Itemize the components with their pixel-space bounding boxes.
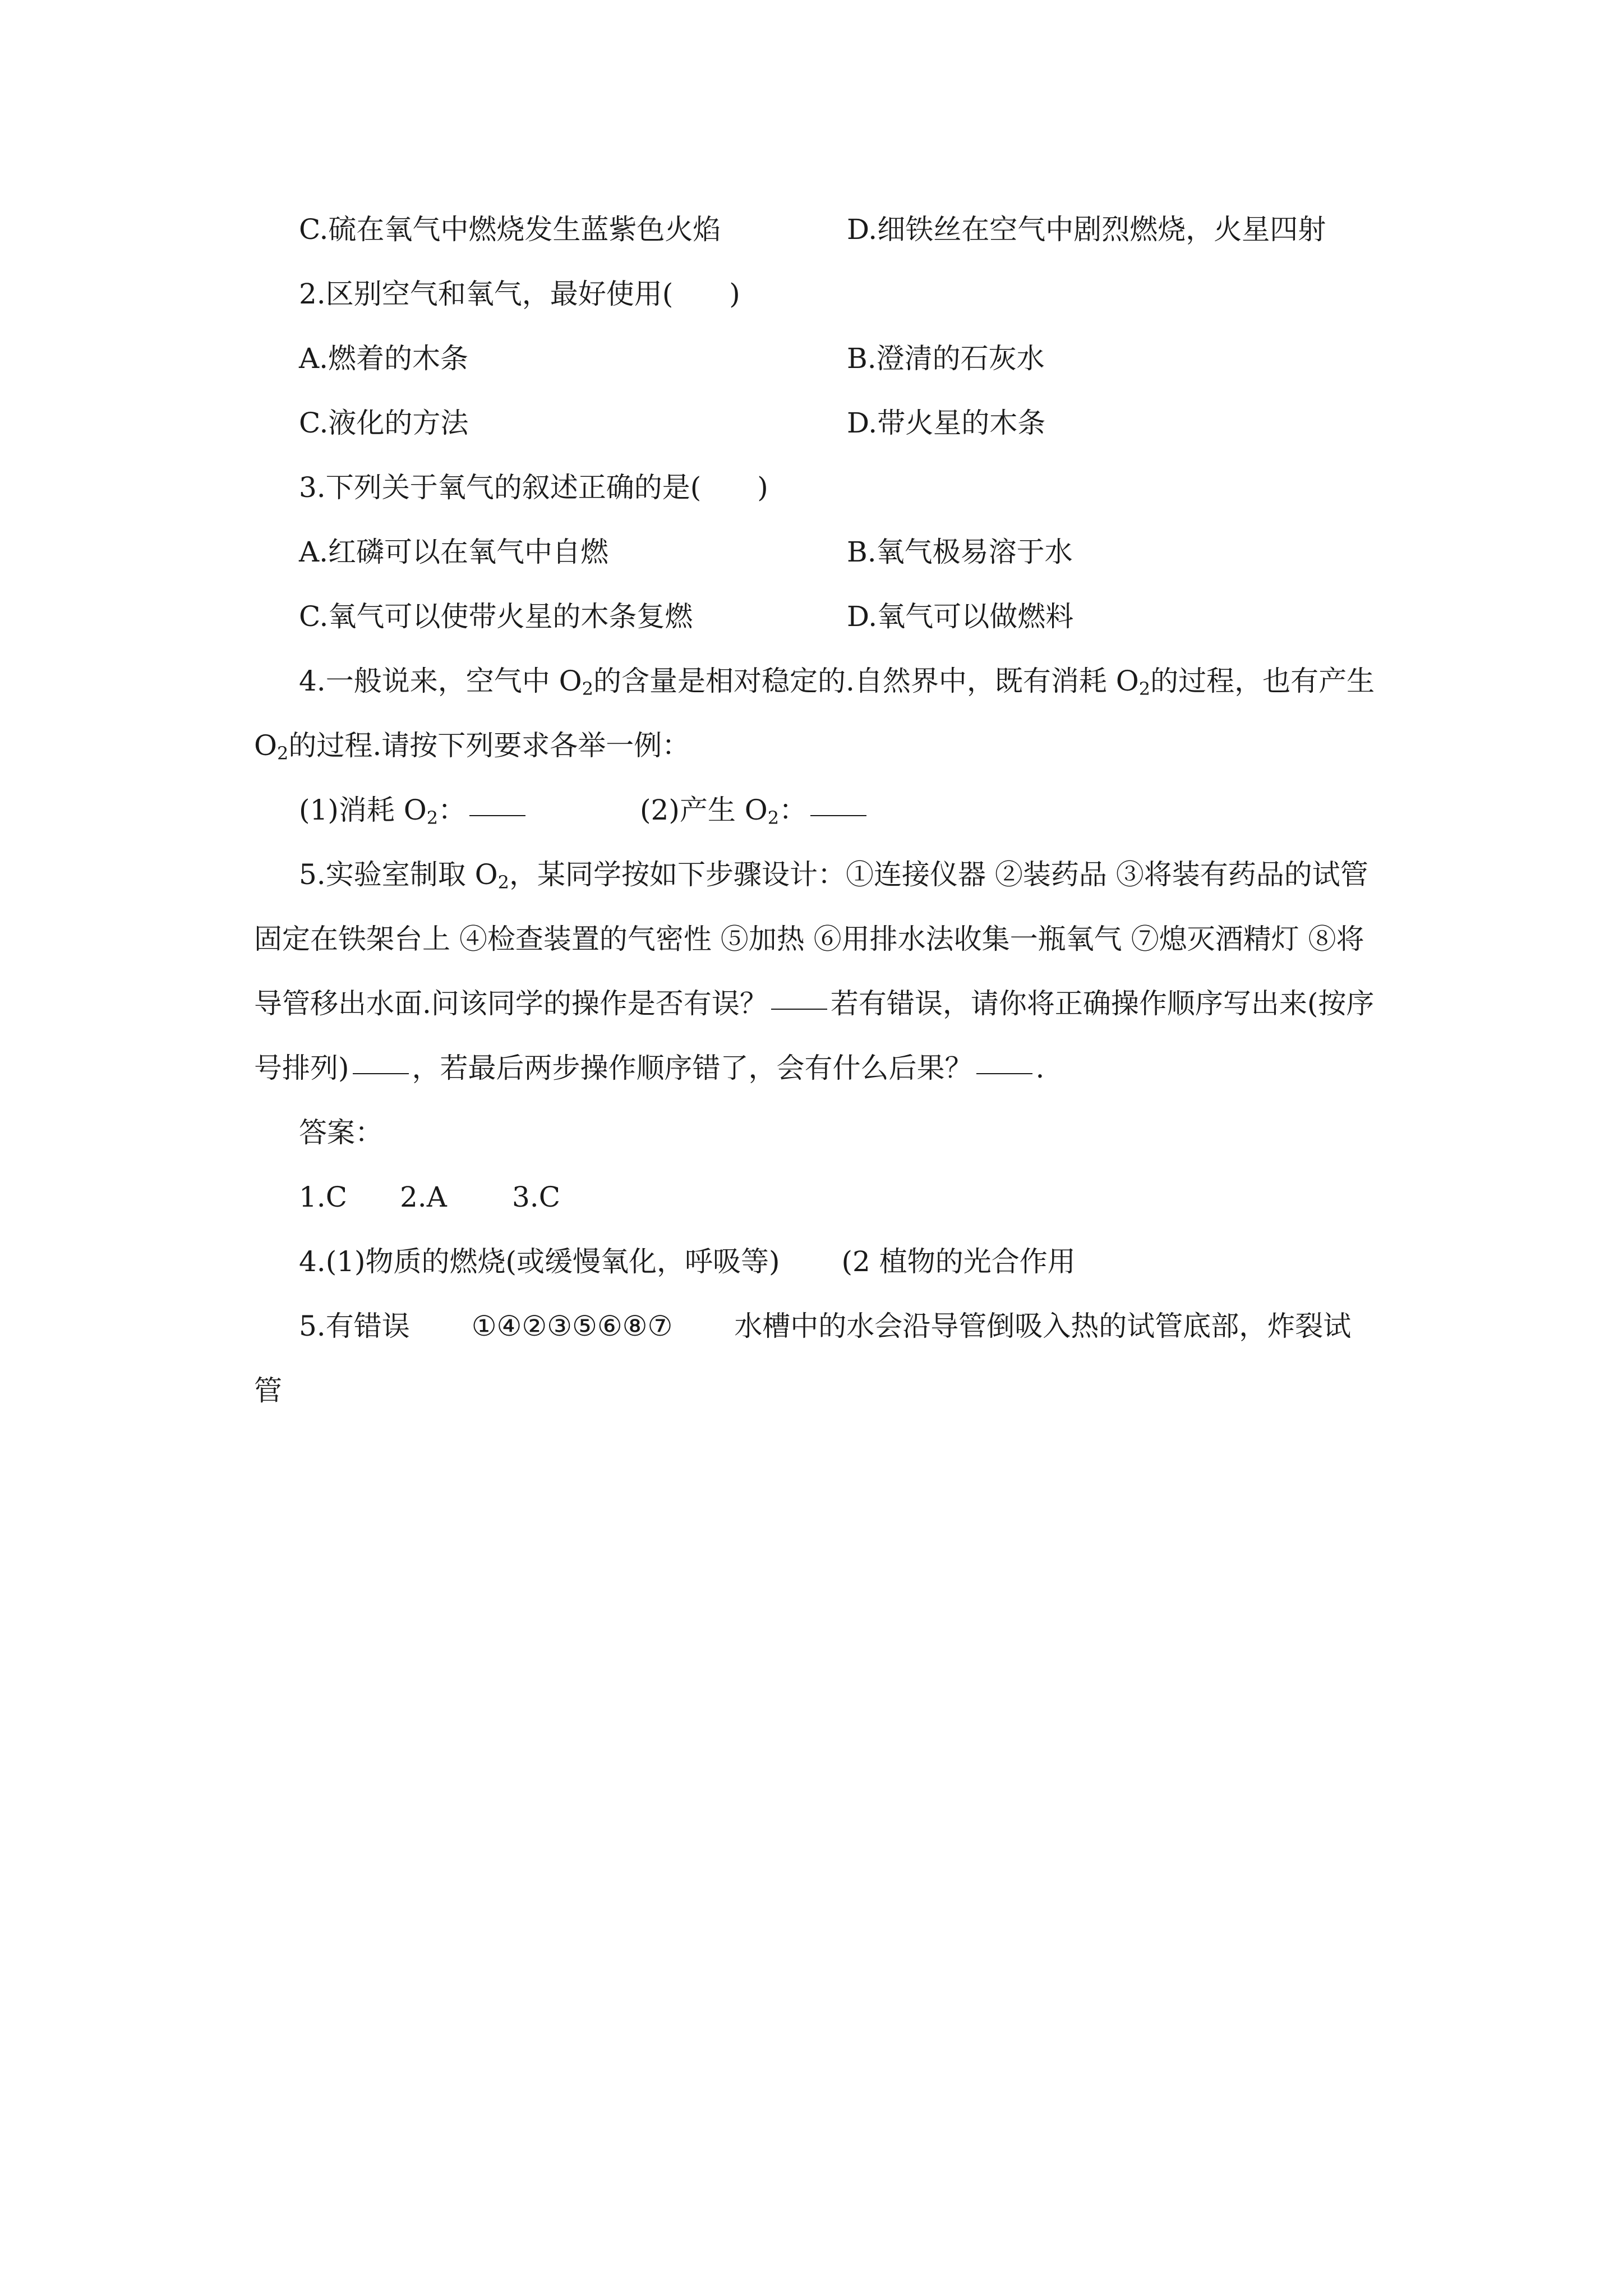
- q4-sub1-label: (1)消耗 O: [299, 794, 427, 826]
- q3-option-c: C.氧气可以使带火星的木条复燃: [299, 600, 693, 633]
- answer-blank[interactable]: [353, 1069, 409, 1074]
- subscript-2: 2: [582, 678, 593, 700]
- answer-blank[interactable]: [771, 1004, 827, 1010]
- q3-stem-text: 3.下列关于氧气的叙述正确的是( ): [299, 471, 768, 504]
- q5-text: ，某同学按如下步骤设计：①连接仪器 ②装药品 ③将装有药品的试管: [509, 858, 1368, 891]
- q1-option-d: D.细铁丝在空气中剧烈燃烧，火星四射: [847, 213, 1326, 246]
- subscript-2: 2: [277, 743, 289, 764]
- answer-blank[interactable]: [810, 811, 866, 816]
- q1-options-row-cd: [299, 197, 1387, 262]
- q3-option-b: B.氧气极易溶于水: [847, 536, 1073, 568]
- subscript-2: 2: [1138, 678, 1151, 700]
- answer-5-part-2: ①④②③⑤⑥⑧⑦: [471, 1310, 673, 1342]
- q4-text: O: [254, 729, 277, 762]
- q4-paragraph-line-1: [299, 649, 1387, 714]
- q2-option-d: D.带火星的木条: [847, 407, 1046, 439]
- q3-options-row-ab: [299, 520, 1387, 585]
- q2-option-b: B.澄清的石灰水: [847, 342, 1045, 375]
- q5-text: 5.实验室制取 O: [299, 858, 498, 891]
- q4-text: 的含量是相对稳定的.自然界中，既有消耗 O: [593, 665, 1139, 697]
- answer-5-line-1: [299, 1294, 1387, 1359]
- answer-4: [299, 1230, 1387, 1294]
- q5-paragraph-line-1: [299, 843, 1387, 907]
- q4-text: 的过程.请按下列要求各举一例：: [288, 729, 690, 762]
- q4-subquestion-2: [640, 778, 870, 843]
- q5-text: 固定在铁架台上 ④检查装置的气密性 ⑤加热 ⑥用排水法收集一瓶氧气 ⑦熄灭酒精灯 ⑧将: [254, 923, 1364, 955]
- answer-blank[interactable]: [469, 811, 525, 816]
- q4-subquestions-row: [299, 778, 1387, 843]
- q4-paragraph-line-2: [254, 714, 1387, 778]
- q5-text: 若有错误，请你将正确操作顺序写出来(按序: [830, 987, 1375, 1020]
- subscript-2: 2: [767, 807, 780, 829]
- q3-option-a: A.红磷可以在氧气中自燃: [299, 536, 609, 568]
- q2-option-a: A.燃着的木条: [299, 342, 469, 375]
- q5-paragraph-line-3: [254, 972, 1387, 1036]
- q5-paragraph-line-4: [254, 1036, 1387, 1101]
- q3-stem: [299, 455, 1387, 520]
- q2-options-row-cd: [299, 391, 1387, 455]
- q2-stem: [299, 262, 1387, 326]
- q5-text: ，若最后两步操作顺序错了，会有什么后果？: [412, 1052, 973, 1084]
- q2-options-row-ab: [299, 326, 1387, 391]
- answer-4-part-2: (2 植物的光合作用: [841, 1245, 1076, 1278]
- q4-text: 4.一般说来，空气中 O: [299, 665, 582, 697]
- answer-5-part-4: 管: [254, 1374, 282, 1407]
- answer-1: 1.C: [299, 1181, 347, 1213]
- q2-stem-text: 2.区别空气和氧气，最好使用( ): [299, 278, 740, 310]
- answers-heading-text: 答案：: [299, 1116, 383, 1149]
- answer-blank[interactable]: [976, 1069, 1032, 1074]
- q5-text: 号排列): [254, 1052, 349, 1084]
- colon: ：: [438, 794, 467, 826]
- q3-options-row-cd: [299, 585, 1387, 649]
- subscript-2: 2: [426, 807, 439, 829]
- colon: ：: [779, 794, 808, 826]
- q1-option-c: C.硫在氧气中燃烧发生蓝紫色火焰: [299, 213, 721, 246]
- q5-paragraph-line-2: [254, 907, 1387, 972]
- subscript-2: 2: [497, 872, 509, 893]
- answers-row-1-3: [299, 1165, 1387, 1230]
- answers-heading: [299, 1101, 1387, 1165]
- q3-option-d: D.氧气可以做燃料: [847, 600, 1074, 633]
- q5-text: .: [1035, 1052, 1045, 1084]
- answer-3: 3.C: [512, 1181, 560, 1213]
- q5-text: 导管移出水面.问该同学的操作是否有误？: [254, 987, 768, 1020]
- q4-subquestion-1: [299, 778, 529, 843]
- answer-5-line-2: [254, 1359, 1387, 1423]
- q4-text: 的过程，也有产生: [1150, 665, 1375, 697]
- q4-sub2-label: (2)产生 O: [640, 794, 768, 826]
- q2-option-c: C.液化的方法: [299, 407, 469, 439]
- answer-5-part-3: 水槽中的水会沿导管倒吸入热的试管底部，炸裂试: [734, 1310, 1352, 1342]
- answer-2: 2.A: [400, 1181, 447, 1213]
- answer-5-part-1: 5.有错误: [299, 1310, 410, 1342]
- answer-4-part-1: 4.(1)物质的燃烧(或缓慢氧化，呼吸等): [299, 1245, 780, 1278]
